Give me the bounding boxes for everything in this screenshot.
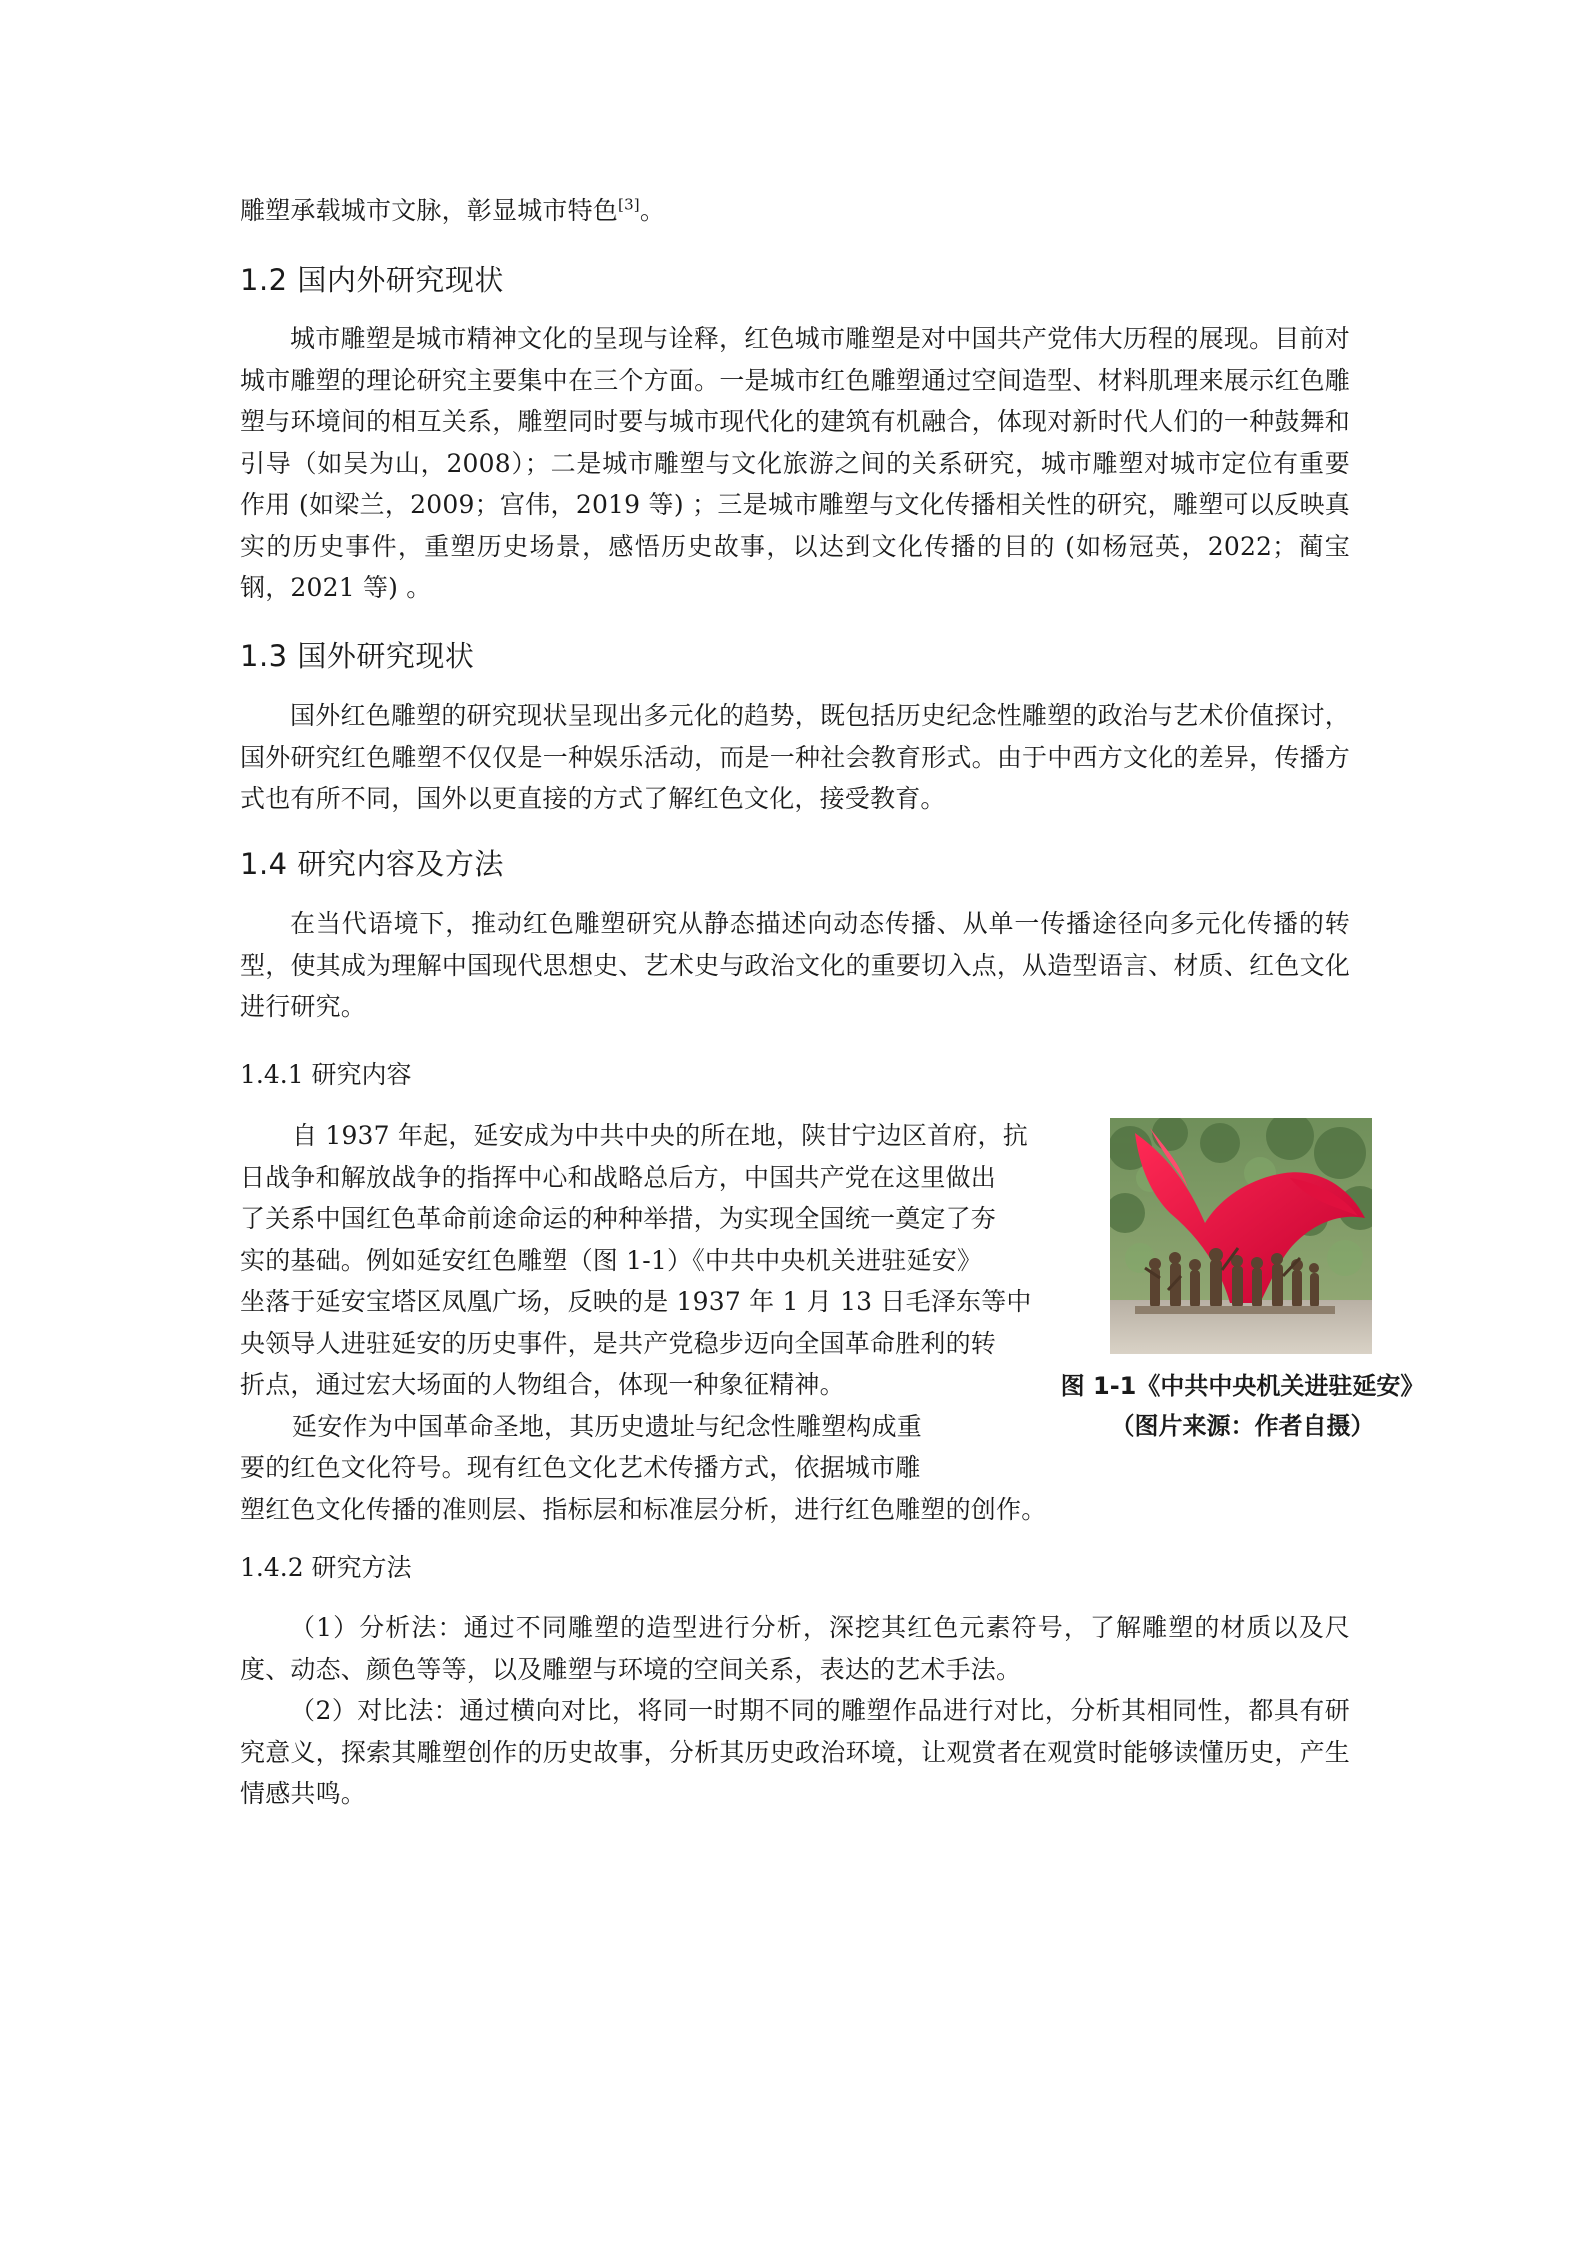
content-line: 了关系中国红色革命前途命运的种种举措，为实现全国统一奠定了夯 (240, 1204, 997, 1233)
figure-source: （图片来源：作者自摄） (1110, 1412, 1375, 1440)
intro-tail-end: 。 (639, 196, 666, 225)
subsection-heading: 1.4.2 研究方法 (240, 1553, 412, 1582)
section-paragraph: 城市雕塑是城市精神文化的呈现与诠释，红色城市雕塑是对中国共产党伟大历程的展现。目前对城市雕塑的理论研究主要集中在三个方面。一是城市红色雕塑通过空间造型、材料肌理来展示红色雕塑与环境间的相互关系，雕塑同时要与城市现代化的建筑有机融合，体现对新时代人们的一种鼓舞和引导（如吴为山，2008）；二是城市雕塑与文化旅游之间的关系研究，城市雕塑对城市定位有重要作用 (如梁兰，2009；宫伟，2019 等) ；三是城市雕塑与文化传播相关性的研究，雕塑可以反映真实的历史事件，重塑历史场景，感悟历史故事，以达到文化传播的目的 (如杨冠英，2022；蔺宝钢，2021 等) 。 (240, 324, 1350, 602)
content-line: 要的红色文化符号。现有红色文化艺术传播方式，依据城市雕 (240, 1453, 921, 1482)
content-line: 折点，通过宏大场面的人物组合，体现一种象征精神。 (240, 1370, 845, 1399)
figure-caption: 图 1-1《中共中央机关进驻延安》 (1060, 1372, 1425, 1400)
content-line: 延安作为中国革命圣地，其历史遗址与纪念性雕塑构成重 (292, 1411, 923, 1441)
section-paragraph: 在当代语境下，推动红色雕塑研究从静态描述向动态传播、从单一传播途径向多元化传播的转型，使其成为理解中国现代思想史、艺术史与政治文化的重要切入点，从造型语言、材质、红色文化进行研究。 (240, 909, 1350, 1021)
content-line: 日战争和解放战争的指挥中心和战略总后方，中国共产党在这里做出 (240, 1162, 997, 1192)
content-line: 实的基础。例如延安红色雕塑（图 1-1）《中共中央机关进驻延安》 (240, 1245, 983, 1275)
subsection-heading: 1.4.1 研究内容 (240, 1060, 412, 1089)
section-heading: 1.3 国外研究现状 (240, 639, 475, 673)
intro-tail-text: 雕塑承载城市文脉，彰显城市特色 (240, 196, 619, 225)
content-line: 塑红色文化传播的准则层、指标层和标准层分析，进行红色雕塑的创作。 (240, 1494, 1047, 1524)
figure-photo-sculpture (1110, 1118, 1372, 1354)
method-item: （2）对比法：通过横向对比，将同一时期不同的雕塑作品进行对比，分析其相同性，都具有研究意义，探索其雕塑创作的历史故事，分析其历史政治环境，让观赏者在观赏时能够读懂历史，产生情感共鸣。 (240, 1696, 1350, 1808)
section-heading: 1.2 国内外研究现状 (240, 263, 504, 297)
section-heading: 1.4 研究内容及方法 (240, 847, 504, 881)
citation-ref: [3] (618, 195, 640, 214)
content-line: 央领导人进驻延安的历史事件，是共产党稳步迈向全国革命胜利的转 (240, 1328, 997, 1358)
section-1-4 (240, 842, 1350, 883)
section-1-4-1-body (240, 1115, 1090, 1530)
section-1-2 (240, 258, 1350, 299)
section-paragraph: 国外红色雕塑的研究现状呈现出多元化的趋势，既包括历史纪念性雕塑的政治与艺术价值探讨，国外研究红色雕塑不仅仅是一种娱乐活动，而是一种社会教育形式。由于中西方文化的差异，传播方式也有所不同，国外以更直接的方式了解红色文化，接受教育。 (240, 701, 1350, 813)
content-line: 坐落于延安宝塔区凤凰广场，反映的是 1937 年 1 月 13 日毛泽东等中 (240, 1287, 1032, 1316)
method-item: （1）分析法：通过不同雕塑的造型进行分析，深挖其红色元素符号，了解雕塑的材质以及尺度、动态、颜色等等，以及雕塑与环境的空间关系，表达的艺术手法。 (240, 1613, 1350, 1684)
intro-tail (240, 190, 1350, 232)
section-1-4-2 (240, 1548, 1350, 1584)
section-1-3 (240, 634, 1350, 675)
content-line: 自 1937 年起，延安成为中共中央的所在地，陕甘宁边区首府，抗 (292, 1121, 1028, 1150)
section-1-2-body (240, 318, 1350, 609)
section-1-3-body (240, 695, 1350, 820)
section-1-4-1 (240, 1055, 1350, 1091)
section-1-4-body (240, 903, 1350, 1028)
section-1-4-2-body (240, 1607, 1350, 1815)
